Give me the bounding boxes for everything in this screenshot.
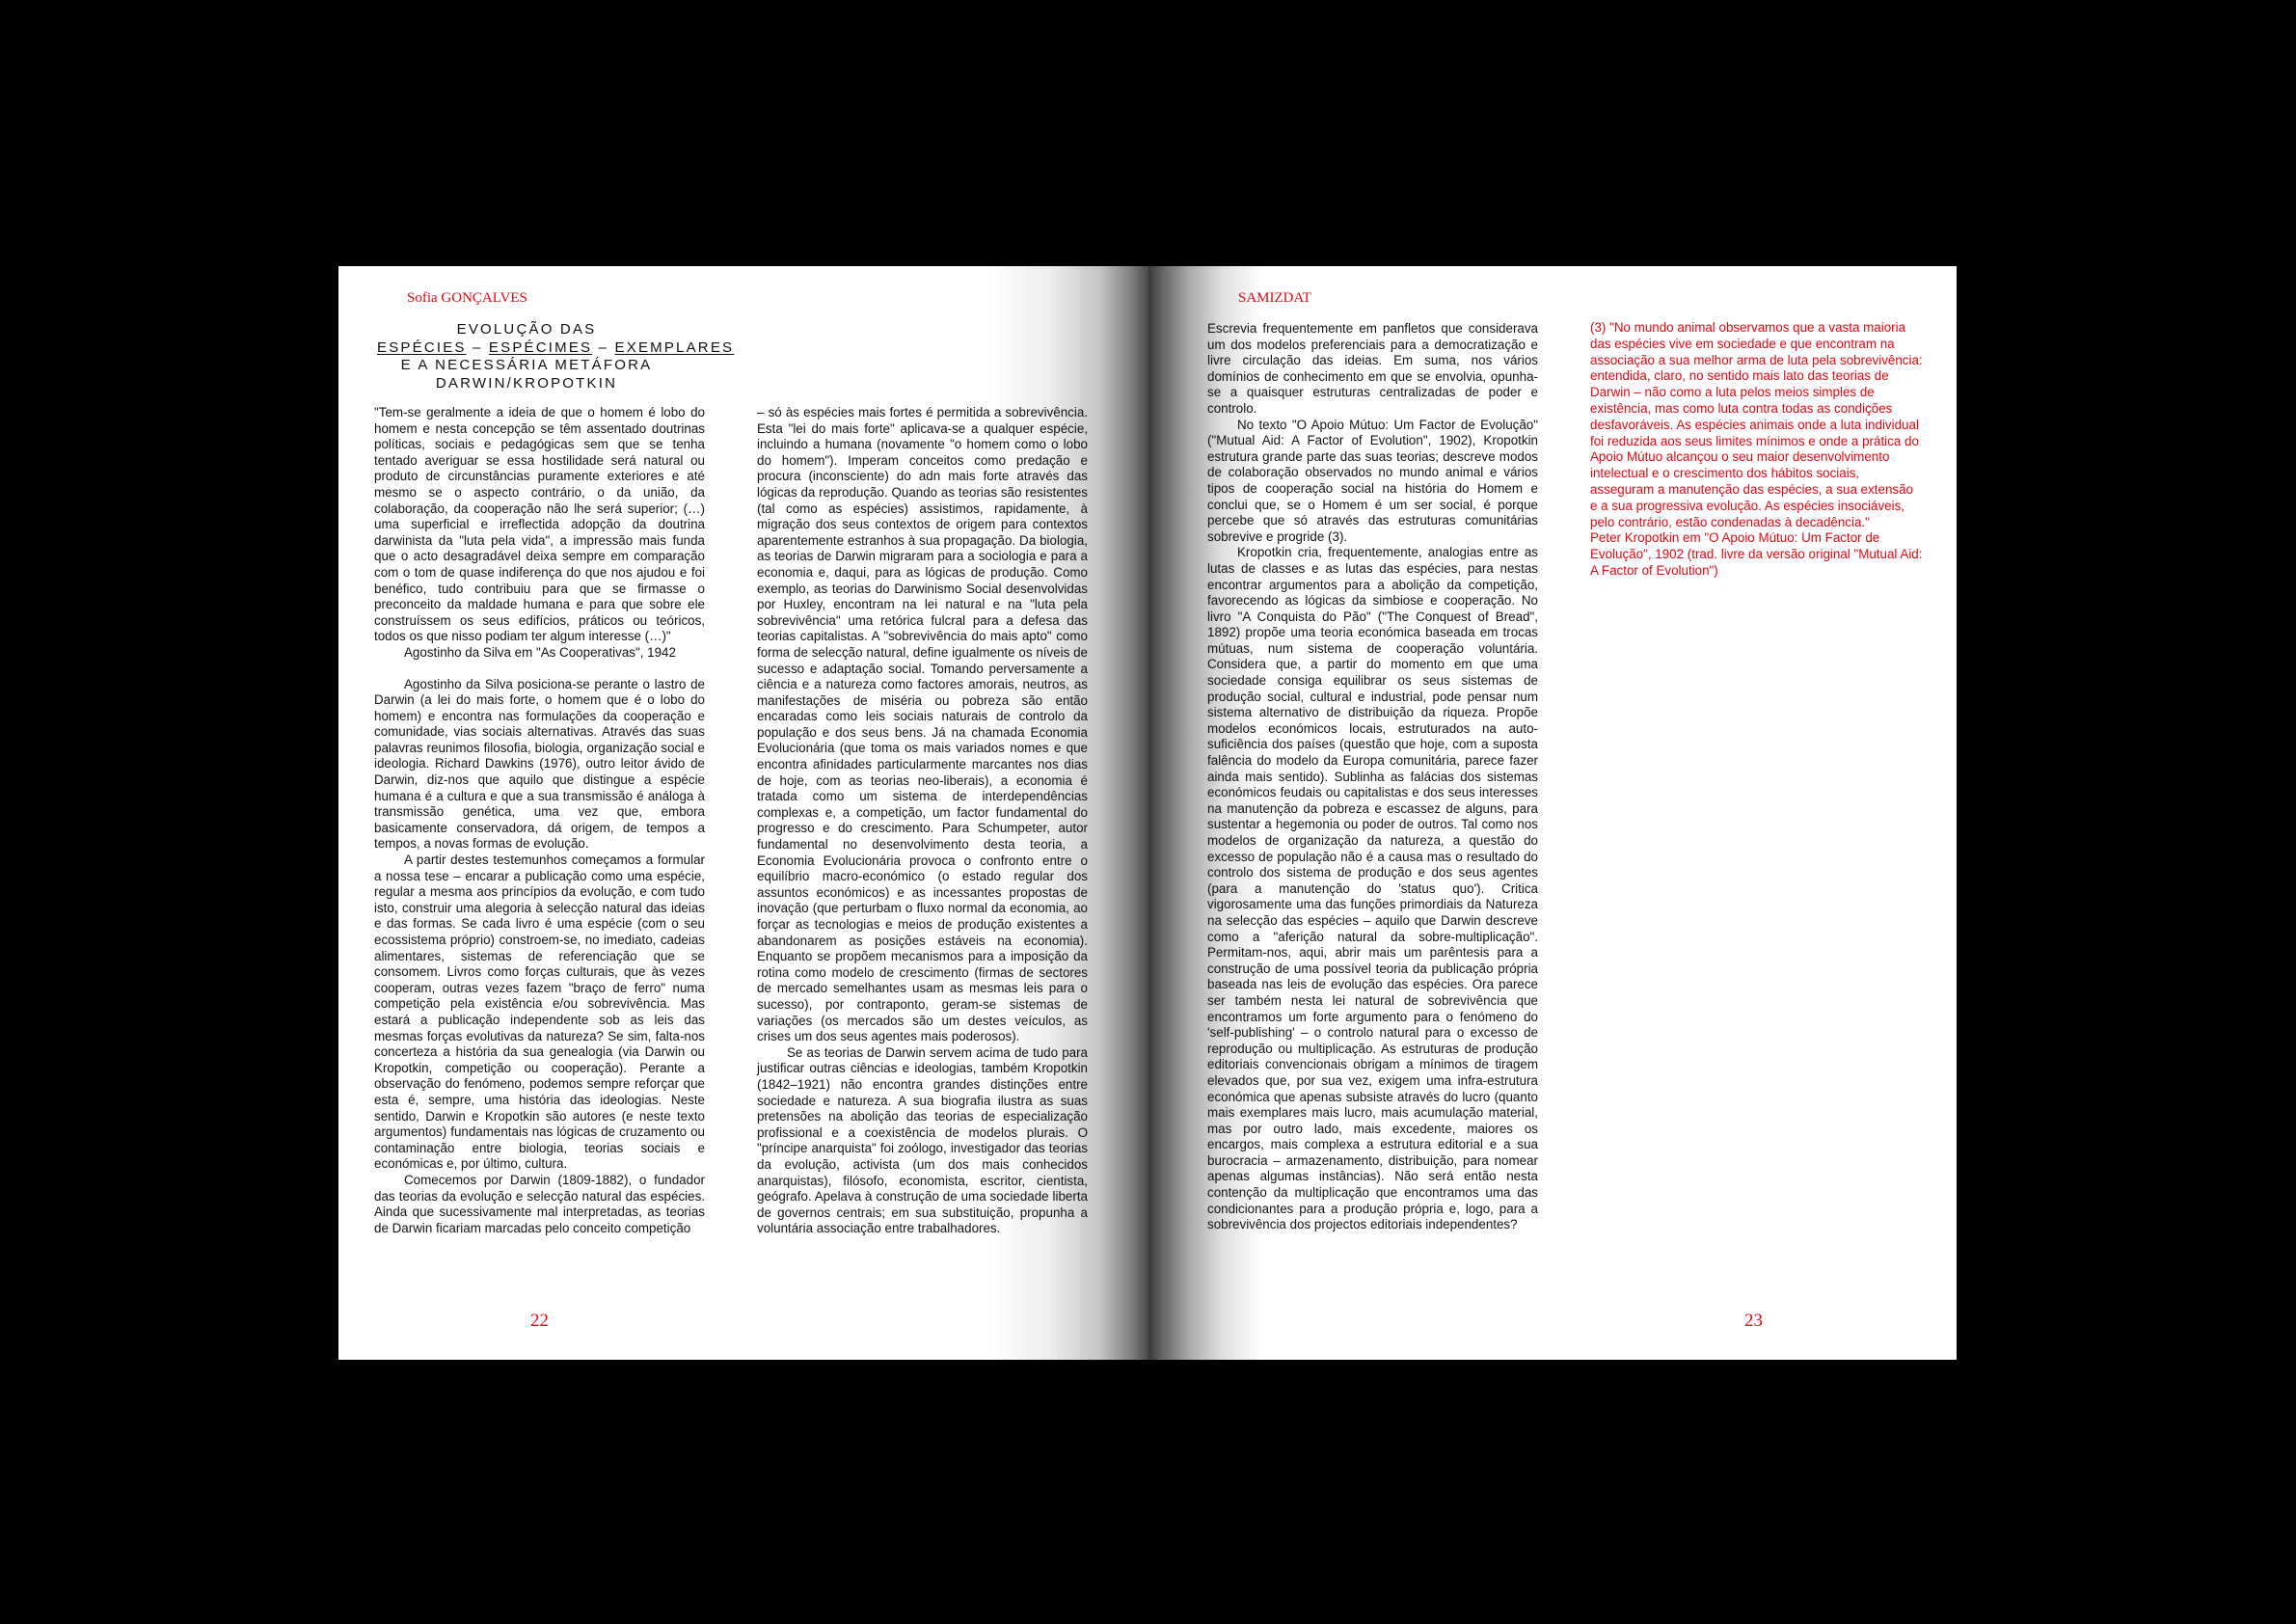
epigraph-quote: "Tem-se geralmente a ideia de que o homem é lobo do homem e nesta concepção se têm assentado doutrinas políticas, sociais e pedagógicas sem que se tenha tentado averiguar se essa hostilidade será natural ou produto de circunstâncias puramente exteriores e até mesmo se o aspecto contrário, o da união, da colaboração, da cooperação não lhe será superior; (…) uma superficial e irreflectida adopção da doutrina darwinista da "luta pela vida", a impressão mais funda que o acto desagradável deixa sempre em comparação com o tom de quase indiferença do que nos ajudou e foi benéfico, tudo contribuiu para que se firmasse o preconceito da maldade humana e para que sobre ele construíssem os seus edifícios, práticos ou teóricos, todos os que nisso podiam ter algum interesse (…)" [374, 405, 705, 644]
title-separator: – [466, 338, 489, 356]
page-number-left: 22 [530, 1311, 549, 1331]
page-number-right: 23 [1744, 1311, 1763, 1331]
title-line-2 [377, 338, 735, 358]
right-column-1 [1207, 321, 1538, 1233]
footnote-source: Peter Kropotkin em "O Apoio Mútuo: Um Factor de Evolução", 1902 (trad. livre da versão original "Mutual Aid: A Factor of Evolution") [1590, 530, 1923, 578]
body-paragraph: Comecemos por Darwin (1809-1882), o fundador das teorias da evolução e selecção natural das espécies. Ainda que sucessivamente mal interpretadas, as teorias de Darwin ficariam marcadas pelo conceito competição [374, 1172, 705, 1235]
body-paragraph: A partir destes testemunhos começamos a formular a nossa tese – encarar a publicação como uma espécie, regular a mesma aos princípios da evolução, e com tudo isto, construir uma alegoria à selecção natural das ideias e das formas. Se cada livro é uma espécie (com o seu ecossistema próprio) constroem-se, no imediato, cadeias alimentares, sistemas de referenciação que se consomem. Livros como forças culturais, que às vezes cooperam, outras vezes fazem "braço de ferro" numa competição pela existência e/ou sobrevivência. Mas estará a publicação independente sob as leis das mesmas forças evolutivas da natureza? Se sim, falta-nos concerteza a história da sua genealogia (via Darwin ou Kropotkin, competição ou cooperação). Perante a observação do fenómeno, podemos sempre reforçar que esta é, sempre, uma história das ideologias. Neste sentido, Darwin e Kropotkin são autores (e neste texto argumentos) fundamentais nas lógicas de cruzamento ou contaminação entre biologia, teorias sociais e económicas e, por último, cultura. [374, 853, 705, 1172]
publication-header: SAMIZDAT [1238, 290, 1311, 306]
left-column-2 [757, 405, 1088, 1237]
author-header: Sofia GONÇALVES [407, 290, 527, 306]
title-word-exemplares: EXEMPLARES [614, 338, 735, 356]
body-paragraph: Escrevia frequentemente em panfletos que considerava um dos modelos preferenciais para a democratização e livre circulação das ideias. Em suma, nos vários domínios de conhecimento em que se envolvia, opunha-se a quaisquer estruturas centralizadas de poder e controlo. [1207, 321, 1538, 416]
left-page [338, 266, 1148, 1360]
title-line-4: DARWIN/KROPOTKIN [435, 374, 618, 392]
title-word-especimes: ESPÉCIMES [488, 338, 593, 356]
body-paragraph: – só às espécies mais fortes é permitida a sobrevivência. Esta "lei do mais forte" aplicava-se a qualquer espécie, incluindo a humana (novamente "o homem como o lobo do homem"). Imperam conceitos como predação e procura (inconsciente) do adn mais forte através das lógicas da reprodução. Quando as teorias são resistentes (tal como as espécies) assistimos, rapidamente, à migração dos seus contextos de origem para contextos aparentemente estranhos à sua propagação. Da biologia, as teorias de Darwin migraram para a sociologia e para a economia e, daqui, para as lógicas de produção. Como exemplo, as teorias do Darwinismo Social desenvolvidas por Huxley, encontram na lei natural e na "luta pela sobrevivência" uma retórica fulcral para a defesa das teorias capitalistas. A "sobrevivência do mais apto" como forma de selecção natural, define igualmente os níveis de sucesso e adaptação social. Tomando perversamente a ciência e a natureza como factores amorais, neutros, as manifestações de miséria ou pobreza são então encaradas como leis sociais naturais de controlo da população e dos seus bens. Já na chamada Economia Evolucionária (que toma os mais variados nomes e que encontra afinidades particularmente marcantes nos dias de hoje, com as teorias neo-liberais), a economia é tratada como um sistema de interdependências complexas e, a competição, um factor fundamental do progresso e do crescimento. Para Schumpeter, autor fundamental no desenvolvimento desta teoria, a Economia Evolucionária provoca o confronto entre o equilíbrio macro-económico (o estado regular dos assuntos económicos) e as incessantes propostas de inovação (que perturbam o fluxo normal da economia, ao forçar as tecnologias e meios de produção existentes a abandonarem as posições estáveis na economia). Enquanto se propõem mecanismos para a imposição da rotina como modelo de crescimento (firmas de sectores de mercado semelhantes usam as mesmas leis para o sucesso), por contraponto, geram-se sistemas de variações (os mercados são um destes veículos, as crises um dos seus agentes mais poderosos). [757, 405, 1088, 1044]
footnote-3 [1590, 320, 1923, 580]
article-title [377, 321, 735, 392]
right-page [1148, 266, 1957, 1360]
body-paragraph: Kropotkin cria, frequentemente, analogias entre as lutas de classes e as lutas das espécies, para nestas encontrar argumentos para a abolição da competição, favorecendo as lógicas da simbiose e cooperação. No livro "A Conquista do Pão" ("The Conquest of Bread", 1892) propõe uma teoria económica baseada em trocas mútuas, num sistema de cooperação voluntária. Considera que, a partir do momento em que uma sociedade consiga equilibrar os seus sistemas de produção social, cultural e industrial, pode pensar num sistema alternativo de distribuição da riqueza. Propõe modelos económicos locais, estruturados na auto-suficiência dos países (questão que hoje, com a suposta falência do modelo da Europa comunitária, parece fazer ainda mais sentido). Sublinha as falácias dos sistemas económicos feudais ou capitalistas e dos seus interesses na manutenção da pobreza e escassez de alguns, para sustentar a hegemonia ou poder de outros. Tal como nos modelos de organização da natureza, a questão do excesso de população não é a causa mas o resultado do controlo dos sistema de produção e dos seus agentes (para a manutenção do 'status quo'). Critica vigorosamente uma das funções primordiais da Natureza na selecção das espécies – aquilo que Darwin descreve como a "aferição natural da sobre-multiplicação". Permitam-nos, aqui, abrir mais um parêntesis para a construção de uma possível teoria da publicação própria baseada nas leis de evolução das espécies. Ora parece ser também nesta lei natural de sobrevivência que encontramos um forte argumento para o fenómeno do 'self-publishing' – o controlo natural para o excesso de reprodução ou multiplicação. As estruturas de produção editoriais convencionais obrigam a mínimos de tiragem elevados que, por sua vez, exigem uma infra-estrutura económica que apenas subsiste através do lucro (quanto mais exemplares mais lucro, mais acumulação material, mas por outro lado, mais excedente, maiores os encargos, mais complexa a estrutura editorial e a sua burocracia – armazenamento, distribuição, para nomear apenas algumas instâncias). Não será então nesta contenção da multiplicação que encontramos uma das condicionantes para a produção própria e, logo, para a sobrevivência dos projectos editoriais independentes? [1207, 545, 1538, 1232]
body-paragraph: Se as teorias de Darwin servem acima de tudo para justificar outras ciências e ideologias, também Kropotkin (1842–1921) não encontra grandes distinções entre sociedade e natureza. A sua biografia ilustra as suas pretensões na abolição das teorias de especialização profissional e a coexistência de modelos plurais. O "príncipe anarquista" foi zoólogo, investigador das teorias da evolução, activista (um dos mais conhecidos anarquistas), filósofo, economista, escritor, cientista, geógrafo. Apelava à construção de uma sociedade liberta de governos centrais; em sua substituição, propunha a voluntária associação entre trabalhadores. [757, 1044, 1088, 1236]
left-column-1 [374, 405, 705, 1236]
footnote-text: (3) "No mundo animal observamos que a vasta maioria das espécies vive em sociedade e que encontram na associação a sua melhor arma de luta pela sobrevivência: entendida, claro, no sentido mais lato das teorias de Darwin – não como a luta pelos meios simples de existência, mas como luta contra todas as condições desfavoráveis. As espécies animais onde a luta individual foi reduzida aos seus limites mínimos e onde a prática do Apoio Mútuo alcançou o seu maior desenvolvimento intelectual e o crescimento dos hábitos sociais, asseguram a manutenção das espécies, a sua extensão e a sua progressiva evolução. As espécies insociáveis, pelo contrário, estão condenadas à decadência." [1590, 320, 1923, 529]
title-line-1: EVOLUÇÃO DAS [456, 321, 597, 338]
title-line-3: E A NECESSÁRIA METÁFORA [400, 357, 653, 373]
epigraph-source: Agostinho da Silva em "As Cooperativas", 1942 [404, 644, 676, 660]
body-paragraph: No texto "O Apoio Mútuo: Um Factor de Evolução" ("Mutual Aid: A Factor of Evolution", 1902), Kropotkin estrutura grande parte das suas teorias; descreve modos de colaboração observados no mundo animal e vários tipos de cooperação social na história do Homem e conclui que, se o Homem é um ser social, é porque percebe que só através das estruturas comunitárias sobrevive e progride (3). [1207, 417, 1538, 544]
title-word-especies: ESPÉCIES [377, 338, 467, 356]
body-paragraph: Agostinho da Silva posiciona-se perante o lastro de Darwin (a lei do mais forte, o homem que é o lobo do homem) e encontra nas formulações da cooperação e comunidade, vias sociais alternativas. Através das suas palavras reunimos filosofia, biologia, organização social e ideologia. Richard Dawkins (1976), outro leitor ávido de Darwin, diz-nos que aquilo que distingue a espécie humana é a cultura e que a sua transmissão é análoga à transmissão genética, uma vez que, embora basicamente conservadora, dá origem, de tempos a tempos, a novas formas de evolução. [374, 676, 705, 852]
title-separator: – [592, 338, 615, 356]
